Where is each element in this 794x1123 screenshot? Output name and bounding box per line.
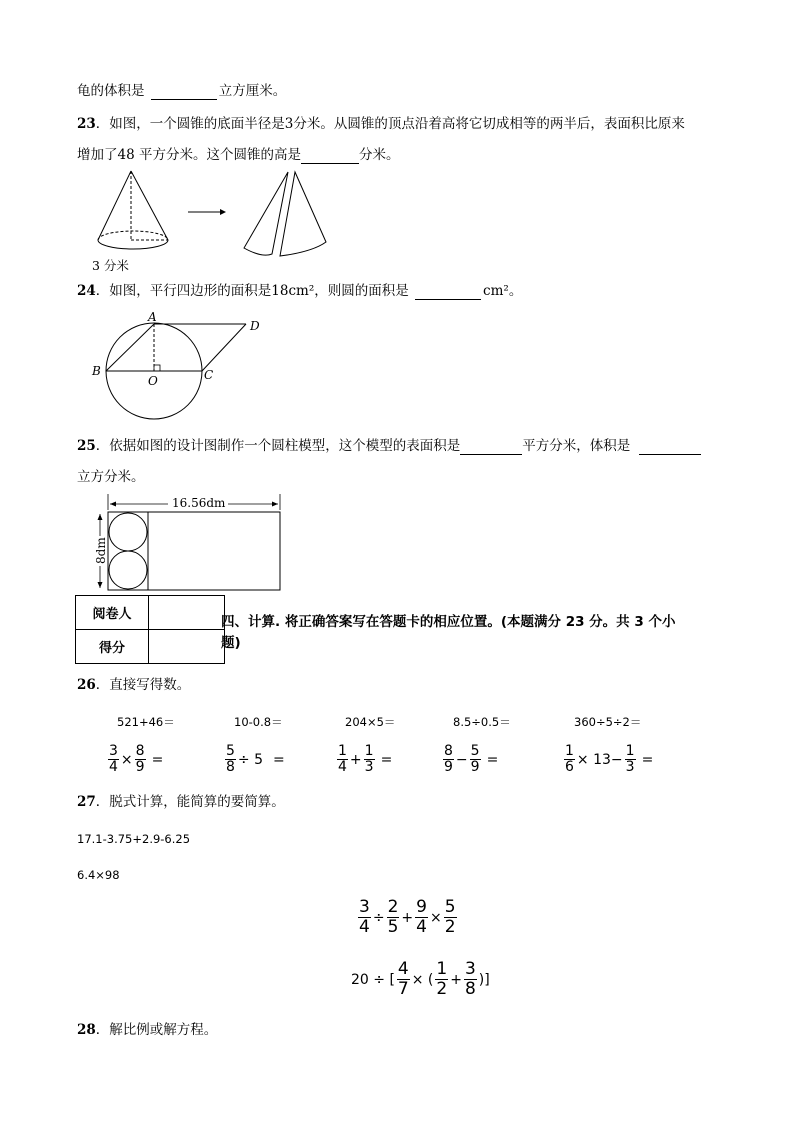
q28-text: 28．解比例或解方程。: [77, 1022, 218, 1038]
answer-blank[interactable]: [460, 440, 522, 455]
q26-text: 26．直接写得数。: [77, 677, 191, 693]
section-header: 四、计算. 将正确答案写在答题卡的相应位置。(本题满分 23 分。共 3 个小 题): [221, 614, 676, 651]
svg-text:C: C: [204, 368, 214, 382]
radius-label: 3 分米: [92, 258, 129, 273]
q24-text: 24．如图，平行四边形的面积是18cm²，则圆的面积是 cm²。: [77, 283, 523, 299]
q25-line2: 立方分米。: [77, 469, 145, 485]
svg-text:D: D: [250, 319, 260, 333]
oral-calc-4: 8.5÷0.5＝: [453, 715, 511, 729]
q23-line1: 23．如图，一个圆锥的底面半径是3分米。从圆锥的顶点沿着高将它切成相等的两半后，表面积比原来: [77, 116, 685, 132]
cone-figure: [92, 168, 332, 276]
calc-expr-2: 6.4×98: [77, 868, 120, 882]
answer-blank[interactable]: [301, 149, 359, 164]
oral-calc-1: 521+46＝: [117, 715, 175, 729]
dim-width-label: 16.56dm: [172, 496, 226, 510]
q27-text: 27．脱式计算，能简算的要简算。: [77, 794, 285, 810]
svg-text:O: O: [148, 374, 158, 388]
svg-text:B: B: [92, 364, 101, 378]
calc-expr-4: 20 ÷ [ $\frac{4}{7}$ × ( $\frac{1}{2}$ + $\frac{3}{8}$ )]: [351, 959, 490, 999]
q23-line2: 增加了48 平方分米。这个圆锥的高是 分米。: [77, 147, 400, 163]
calc-expr-3: $\frac{3}{4}$ ÷ $\frac{2}{5}$ + $\frac{9}{4}$ × $\frac{5}{2}$: [359, 897, 456, 937]
svg-text:A: A: [148, 310, 157, 324]
oral-calc-9: $\frac{8}{9}$ − $\frac{5}{9}$ =: [444, 743, 499, 775]
oral-calc-5: 360÷5÷2＝: [574, 715, 642, 729]
answer-blank[interactable]: [415, 285, 481, 300]
oral-calc-7: $\frac{5}{8}$ ÷ 5 =: [226, 743, 285, 775]
cylinder-net-figure: [90, 490, 290, 594]
answer-blank[interactable]: [639, 440, 701, 455]
score-cell[interactable]: [149, 630, 225, 664]
circle-parallelogram-figure: [88, 308, 278, 428]
reviewer-cell[interactable]: [149, 596, 225, 630]
oral-calc-8: $\frac{1}{4}$ + $\frac{1}{3}$ =: [338, 743, 393, 775]
q22-tail: 龟的体积是 立方厘米。: [77, 83, 287, 99]
calc-expr-1: 17.1-3.75+2.9-6.25: [77, 832, 191, 846]
dim-height-label: 8dm: [94, 537, 108, 564]
oral-calc-2: 10-0.8＝: [234, 715, 283, 729]
q25-line1: 25．依据如图的设计图制作一个圆柱模型，这个模型的表面积是 平方分米，体积是: [77, 437, 701, 455]
oral-calc-10: $\frac{1}{6}$ × 13− $\frac{1}{3}$ =: [565, 743, 654, 775]
oral-calc-6: $\frac{3}{4}$ × $\frac{8}{9}$ =: [109, 743, 164, 775]
score-box: 阅卷人 得分: [75, 595, 225, 664]
answer-blank[interactable]: [151, 85, 217, 100]
oral-calc-3: 204×5＝: [345, 715, 396, 729]
